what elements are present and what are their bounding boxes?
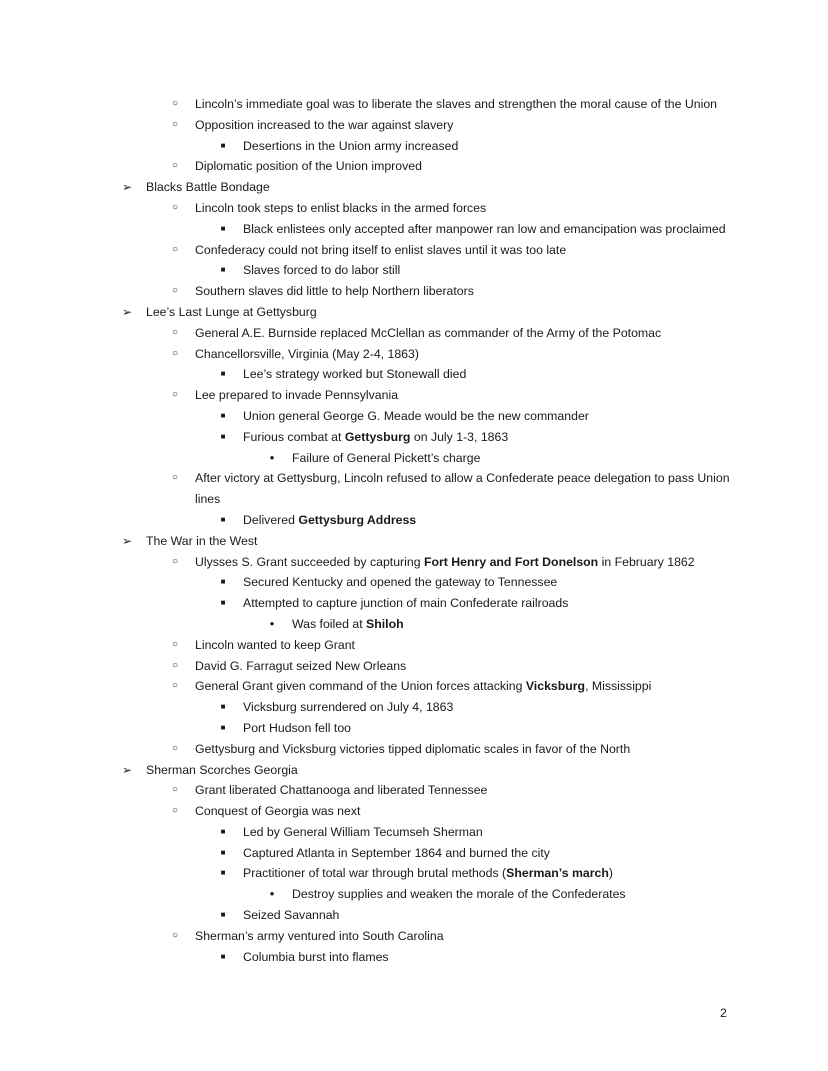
outline-item-text <box>195 385 735 406</box>
text-run: Black enlistees only accepted after manpower ran low and emancipation was proclaimed <box>243 221 726 236</box>
outline-item-level-4 <box>0 448 828 469</box>
hollow-circle-bullet-icon: ○ <box>171 659 179 671</box>
outline-item-text <box>195 739 735 760</box>
hollow-circle-bullet-icon: ○ <box>171 285 179 297</box>
text-run: Lincoln took steps to enlist blacks in the armed forces <box>195 200 487 215</box>
text-run: Led by General William Tecumseh Sherman <box>243 824 483 839</box>
text-run: Was foiled at <box>292 616 367 631</box>
outline-item-text <box>195 323 735 344</box>
outline-item-level-3 <box>0 427 828 448</box>
outline-item-text <box>195 780 735 801</box>
outline-item-text <box>243 697 453 718</box>
square-bullet-icon: ■ <box>220 140 226 150</box>
text-run: General A.E. Burnside replaced McClellan as commander of the Army of the Potomac <box>195 325 662 340</box>
outline-item-level-4 <box>0 884 828 905</box>
outline-item-text <box>146 760 298 781</box>
outline-item-text <box>195 926 735 947</box>
text-run: After victory at Gettysburg, Lincoln refused to allow a Confederate peace delegation to pass Union lines <box>195 471 730 507</box>
outline-item-level-3 <box>0 905 828 926</box>
outline-item-text <box>195 635 735 656</box>
outline-item-text <box>243 863 613 884</box>
text-run: Captured Atlanta in September 1864 and burned the city <box>243 845 550 860</box>
text-run: Conquest of Georgia was next <box>195 804 361 819</box>
outline-item-text <box>243 136 458 157</box>
text-run: Destroy supplies and weaken the morale of the Confederates <box>292 887 626 902</box>
text-run: Slaves forced to do labor still <box>243 263 401 278</box>
hollow-circle-bullet-icon: ○ <box>171 243 179 255</box>
outline-item-text <box>243 905 339 926</box>
square-bullet-icon: ■ <box>220 868 226 878</box>
outline-item-level-3 <box>0 697 828 718</box>
hollow-circle-bullet-icon: ○ <box>171 326 179 338</box>
square-bullet-icon: ■ <box>220 577 226 587</box>
outline-item-level-2 <box>0 739 828 760</box>
outline-item-text <box>243 406 589 427</box>
outline-item-text <box>243 718 351 739</box>
outline-item-level-2 <box>0 801 828 822</box>
square-bullet-icon: ■ <box>220 431 226 441</box>
outline-item-text <box>243 947 389 968</box>
outline-item-level-3 <box>0 593 828 614</box>
text-run: Sherman Scorches Georgia <box>146 762 298 777</box>
outline-item-text <box>195 656 735 677</box>
square-bullet-icon: ■ <box>220 722 226 732</box>
arrow-bullet-icon: ➢ <box>121 180 133 195</box>
text-run: Vicksburg surrendered on July 4, 1863 <box>243 700 454 715</box>
hollow-circle-bullet-icon: ○ <box>171 347 179 359</box>
outline-item-level-2 <box>0 94 828 115</box>
page-number: 2 <box>720 1006 727 1020</box>
text-run: Ulysses S. Grant succeeded by capturing <box>195 554 424 569</box>
text-run: Lincoln wanted to keep Grant <box>195 637 355 652</box>
text-run: Seized Savannah <box>243 908 340 923</box>
outline-item-level-3 <box>0 260 828 281</box>
text-run: Blacks Battle Bondage <box>146 180 270 195</box>
outline-item-level-3 <box>0 863 828 884</box>
outline-item-level-2 <box>0 240 828 261</box>
outline-item-text <box>195 94 735 115</box>
text-run: Furious combat at <box>243 429 345 444</box>
text-run: Delivered <box>243 512 299 527</box>
outline-item-level-2 <box>0 468 828 510</box>
hollow-circle-bullet-icon: ○ <box>171 160 179 172</box>
text-run: Confederacy could not bring itself to enlist slaves until it was too late <box>195 242 567 257</box>
text-run: , Mississippi <box>585 679 652 694</box>
outline-item-level-3 <box>0 406 828 427</box>
text-run: David G. Farragut seized New Orleans <box>195 658 407 673</box>
outline-item-level-2 <box>0 656 828 677</box>
outline-item-text <box>243 260 400 281</box>
outline-item-text <box>243 364 466 385</box>
outline-item-text <box>243 510 416 531</box>
text-run: Diplomatic position of the Union improved <box>195 159 422 174</box>
text-run: Attempted to capture junction of main Confederate railroads <box>243 596 569 611</box>
outline-item-text <box>292 884 626 905</box>
outline-item-level-3 <box>0 572 828 593</box>
text-run: Lee prepared to invade Pennsylvania <box>195 388 399 403</box>
document-outline <box>0 94 828 967</box>
outline-item-text <box>195 676 735 697</box>
outline-item-text <box>195 801 735 822</box>
outline-item-level-2 <box>0 198 828 219</box>
square-bullet-icon: ■ <box>220 826 226 836</box>
outline-item-text <box>243 427 508 448</box>
outline-item-level-2 <box>0 780 828 801</box>
bold-term: Vicksburg <box>525 679 586 694</box>
square-bullet-icon: ■ <box>220 223 226 233</box>
outline-item-text <box>243 822 483 843</box>
outline-item-text <box>195 156 735 177</box>
outline-item-text <box>146 531 257 552</box>
outline-item-level-3 <box>0 947 828 968</box>
outline-item-text <box>146 177 270 198</box>
text-run: General Grant given command of the Union forces attacking <box>195 679 526 694</box>
square-bullet-icon: ■ <box>220 369 226 379</box>
hollow-circle-bullet-icon: ○ <box>171 680 179 692</box>
arrow-bullet-icon: ➢ <box>121 533 133 548</box>
outline-item-text <box>243 219 726 240</box>
square-bullet-icon: ■ <box>220 410 226 420</box>
arrow-bullet-icon: ➢ <box>121 304 133 319</box>
outline-item-text <box>243 843 550 864</box>
outline-item-level-3 <box>0 136 828 157</box>
outline-item-level-2 <box>0 323 828 344</box>
hollow-circle-bullet-icon: ○ <box>171 742 179 754</box>
text-run: Desertions in the Union army increased <box>243 138 459 153</box>
outline-item-level-2 <box>0 344 828 365</box>
hollow-circle-bullet-icon: ○ <box>171 929 179 941</box>
outline-item-text <box>195 115 735 136</box>
square-bullet-icon: ■ <box>220 598 226 608</box>
text-run: Lee’s Last Lunge at Gettysburg <box>146 304 317 319</box>
filled-circle-bullet-icon: ● <box>269 889 275 899</box>
hollow-circle-bullet-icon: ○ <box>171 389 179 401</box>
outline-item-level-4 <box>0 614 828 635</box>
outline-item-level-2 <box>0 115 828 136</box>
text-run: Port Hudson fell too <box>243 720 352 735</box>
hollow-circle-bullet-icon: ○ <box>171 472 179 484</box>
outline-item-level-2 <box>0 281 828 302</box>
outline-item-text <box>243 572 557 593</box>
text-run: Practitioner of total war through brutal methods ( <box>243 866 507 881</box>
outline-item-level-1 <box>0 177 828 198</box>
filled-circle-bullet-icon: ● <box>269 618 275 628</box>
text-run: Grant liberated Chattanooga and liberated Tennessee <box>195 783 488 798</box>
outline-item-text <box>195 468 735 510</box>
outline-item-level-2 <box>0 676 828 697</box>
square-bullet-icon: ■ <box>220 847 226 857</box>
hollow-circle-bullet-icon: ○ <box>171 805 179 817</box>
outline-item-text <box>195 198 735 219</box>
square-bullet-icon: ■ <box>220 265 226 275</box>
text-run: Opposition increased to the war against slavery <box>195 117 454 132</box>
outline-item-text <box>195 344 735 365</box>
text-run: ) <box>608 866 614 881</box>
text-run: Southern slaves did little to help Northern liberators <box>195 284 474 299</box>
bold-term: Gettysburg <box>344 429 411 444</box>
outline-item-text <box>292 614 404 635</box>
hollow-circle-bullet-icon: ○ <box>171 201 179 213</box>
outline-item-level-2 <box>0 926 828 947</box>
text-run: Lee’s strategy worked but Stonewall died <box>243 367 467 382</box>
hollow-circle-bullet-icon: ○ <box>171 784 179 796</box>
square-bullet-icon: ■ <box>220 951 226 961</box>
outline-item-level-2 <box>0 635 828 656</box>
outline-item-text <box>146 302 317 323</box>
hollow-circle-bullet-icon: ○ <box>171 638 179 650</box>
outline-item-text <box>292 448 480 469</box>
outline-item-level-2 <box>0 552 828 573</box>
text-run: Gettysburg and Vicksburg victories tipped diplomatic scales in favor of the North <box>195 741 631 756</box>
text-run: on July 1-3, 1863 <box>410 429 509 444</box>
outline-item-level-2 <box>0 385 828 406</box>
bold-term: Shiloh <box>366 616 404 631</box>
text-run: The War in the West <box>146 533 258 548</box>
square-bullet-icon: ■ <box>220 702 226 712</box>
outline-item-level-3 <box>0 219 828 240</box>
outline-item-text <box>243 593 568 614</box>
hollow-circle-bullet-icon: ○ <box>171 118 179 130</box>
text-run: Columbia burst into flames <box>243 949 389 964</box>
outline-item-level-1 <box>0 302 828 323</box>
outline-item-level-3 <box>0 822 828 843</box>
outline-item-level-3 <box>0 510 828 531</box>
text-run: Chancellorsville, Virginia (May 2-4, 1863) <box>195 346 419 361</box>
hollow-circle-bullet-icon: ○ <box>171 555 179 567</box>
outline-item-text <box>195 281 735 302</box>
text-run: Secured Kentucky and opened the gateway to Tennessee <box>243 575 558 590</box>
outline-item-text <box>195 552 735 573</box>
outline-item-level-3 <box>0 364 828 385</box>
bold-term: Sherman’s march <box>506 866 609 881</box>
text-run: Sherman’s army ventured into South Carolina <box>195 928 444 943</box>
hollow-circle-bullet-icon: ○ <box>171 98 179 109</box>
outline-item-level-1 <box>0 760 828 781</box>
outline-item-level-3 <box>0 843 828 864</box>
arrow-bullet-icon: ➢ <box>121 762 133 777</box>
outline-item-level-1 <box>0 531 828 552</box>
bold-term: Gettysburg Address <box>298 512 417 527</box>
text-run: Lincoln’s immediate goal was to liberate the slaves and strengthen the moral cause of the Union <box>195 97 718 111</box>
outline-item-level-3 <box>0 718 828 739</box>
square-bullet-icon: ■ <box>220 910 226 920</box>
text-run: in February 1862 <box>598 554 695 569</box>
text-run: Union general George G. Meade would be the new commander <box>243 408 589 423</box>
text-run: Failure of General Pickett’s charge <box>292 450 481 465</box>
filled-circle-bullet-icon: ● <box>269 452 275 462</box>
square-bullet-icon: ■ <box>220 514 226 524</box>
outline-item-text <box>195 240 735 261</box>
outline-item-level-2 <box>0 156 828 177</box>
bold-term: Fort Henry and Fort Donelson <box>423 554 599 569</box>
